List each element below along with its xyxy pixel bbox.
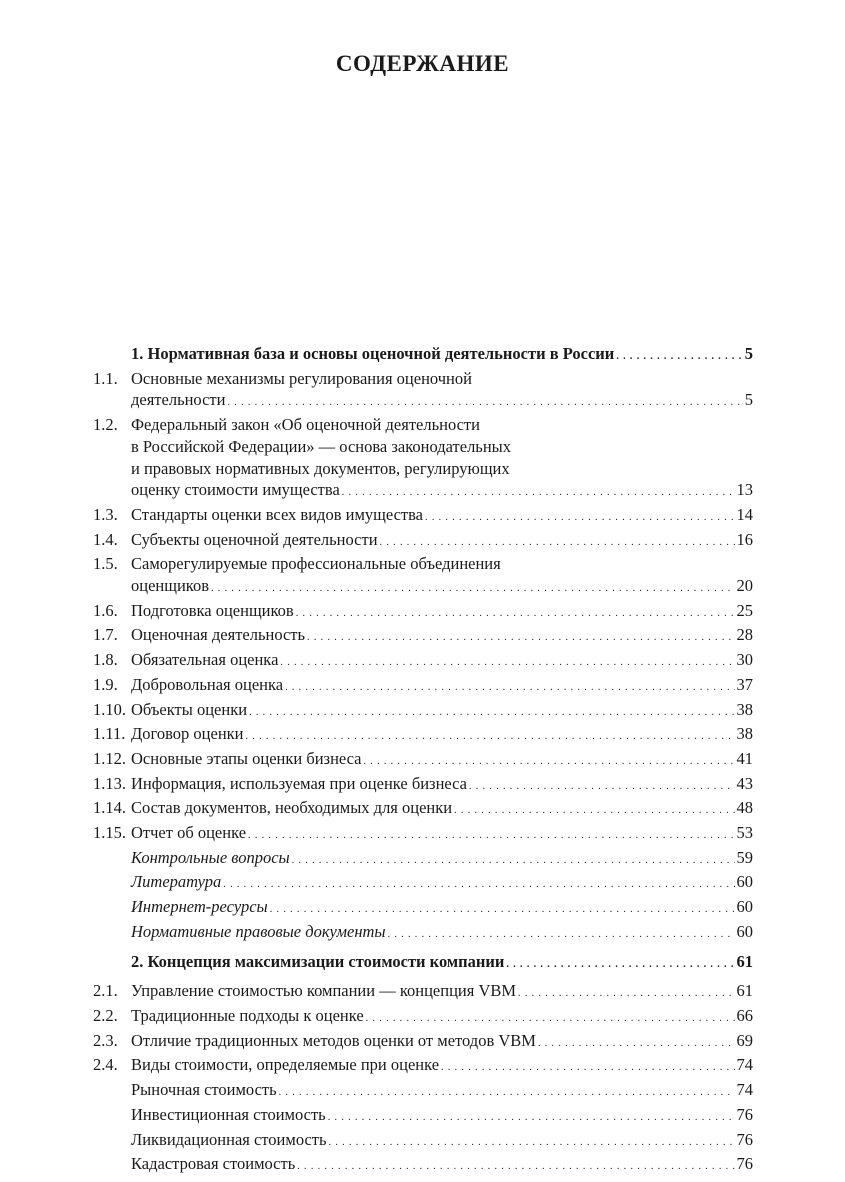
toc-entry-title: Литература [131,872,222,892]
dot-leader [285,674,734,699]
toc-entry-title: Договор оценки [131,724,244,744]
toc-entry-title: Состав документов, необходимых для оценки [131,798,453,818]
toc-page-number: 37 [736,674,753,694]
toc-entry-number: 2.1. [93,981,118,1001]
toc-page-number: 48 [736,798,753,818]
dot-leader [292,847,735,872]
toc-page-number: 5 [744,390,753,410]
toc-entry [93,748,753,773]
toc-entry [93,797,753,822]
toc-entry-title: и правовых нормативных документов, регулирующих [131,458,510,478]
toc-entry-number [93,871,131,896]
toc-entry [93,773,753,798]
toc-entry [93,871,753,896]
toc-entry-title: Добровольная оценка [131,674,284,694]
toc-entry-title: оценку стоимости имущества [131,480,340,500]
toc-entry [93,674,753,699]
toc-page-number: 30 [736,650,753,670]
dot-leader [270,896,735,921]
toc-entry [93,529,753,554]
toc-page-number: 60 [736,897,753,917]
toc-entry-number [93,1104,131,1129]
dot-leader [223,871,734,896]
toc-entry-title: Основные механизмы регулирования оценочной [131,368,472,388]
toc-entry [93,1129,753,1154]
toc-entry-number: 2.2. [93,1005,118,1025]
toc-entry [93,1079,753,1104]
toc-entry-number: 1.1. [93,368,118,388]
toc-entry-number [93,951,131,976]
toc-page-number: 41 [736,748,753,768]
toc-page-number: 76 [736,1104,753,1124]
dot-leader [246,723,735,748]
toc-chapter [93,951,753,976]
toc-entry [93,896,753,921]
dot-leader [297,1153,734,1178]
dot-leader [366,1005,735,1030]
toc-page-number: 14 [736,504,753,524]
toc-page-number: 66 [736,1005,753,1025]
toc-page-number: 38 [736,724,753,744]
toc-entry-title: Виды стоимости, определяемые при оценке [131,1055,440,1075]
toc-entry-title: Инвестиционная стоимость [131,1104,326,1124]
dot-leader [329,1129,735,1154]
toc-entry-number: 1.10. [93,699,126,719]
dot-leader [518,980,734,1005]
toc-entry-number: 1.12. [93,748,126,768]
toc-entry-title: Информация, используемая при оценке бизнеса [131,773,467,793]
toc-entry-number: 1.3. [93,504,118,524]
toc-entry-number: 1.11. [93,724,126,744]
toc-entry-title: Традиционные подходы к оценке [131,1005,364,1025]
dot-leader [279,1079,735,1104]
toc-entry-title: Объекты оценки [131,699,248,719]
toc-entry-number [93,847,131,872]
dot-leader [328,1104,735,1129]
toc-page-number: 60 [736,872,753,892]
toc-entry-title: Стандарты оценки всех видов имущества [131,504,424,524]
toc-entry-title: Нормативные правовые документы [131,921,386,941]
toc-entry [93,1030,753,1055]
toc-entry-title: в Российской Федерации» — основа законодательных [131,436,511,456]
dot-leader [469,773,735,798]
toc-entry-number: 1.14. [93,798,126,818]
toc-entry-title: Контрольные вопросы [131,847,290,867]
dot-leader [425,504,734,529]
toc-entry-title: деятельности [131,390,226,410]
toc-entry [93,368,753,414]
toc-entry [93,600,753,625]
table-of-contents [93,343,753,1178]
toc-page-number: 5 [744,344,753,363]
dot-leader [249,699,734,724]
toc-page-number: 25 [736,600,753,620]
toc-page-number: 61 [736,951,753,971]
dot-leader [296,600,735,625]
toc-entry-number: 1.15. [93,823,126,843]
dot-leader [380,529,735,554]
toc-entry-number: 1.5. [93,554,118,574]
toc-entry [93,624,753,649]
toc-chapter [93,343,753,368]
toc-page-number: 61 [736,981,753,1001]
toc-page-number: 59 [736,847,753,867]
toc-entry-title: Управление стоимостью компании — концепция VBM [131,981,517,1001]
toc-entry-number [93,896,131,921]
toc-entry [93,1005,753,1030]
toc-entry-title: Обязательная оценка [131,650,279,670]
toc-entry-title: Рыночная стоимость [131,1080,277,1100]
toc-entry-title: оценщиков [131,576,209,596]
toc-entry-title: Подготовка оценщиков [131,600,294,620]
dot-leader [506,951,734,976]
dot-leader [307,624,734,649]
toc-entry-title: Оценочная деятельность [131,625,306,645]
dot-leader [441,1054,734,1079]
dot-leader [616,343,742,368]
toc-page-number: 28 [736,625,753,645]
toc-entry [93,723,753,748]
toc-entry-title: 1. Нормативная база и основы оценочной деятельности в России [131,344,615,363]
toc-entry [93,414,753,504]
dot-leader [227,389,742,414]
toc-entry-number: 2.4. [93,1055,118,1075]
dot-leader [211,575,735,600]
dot-leader [454,797,734,822]
toc-entry-number: 1.2. [93,415,118,435]
toc-entry-title: Отчет об оценке [131,823,247,843]
toc-entry [93,699,753,724]
toc-page-number: 76 [736,1129,753,1149]
toc-entry-number: 1.4. [93,529,118,549]
dot-leader [248,822,734,847]
toc-entry-number: 1.6. [93,600,118,620]
toc-entry-title: Отличие традиционных методов оценки от методов VBM [131,1030,536,1050]
toc-entry [93,921,753,946]
dot-leader [363,748,734,773]
toc-entry-title: Саморегулируемые профессиональные объединения [131,554,501,574]
dot-leader [280,649,734,674]
toc-page-number: 69 [736,1030,753,1050]
toc-entry [93,847,753,872]
toc-page-number: 53 [736,823,753,843]
toc-entry [93,504,753,529]
toc-entry-number: 1.8. [93,650,118,670]
toc-entry-title: Ликвидационная стоимость [131,1129,327,1149]
toc-entry-number [93,1129,131,1154]
toc-page-number: 38 [736,699,753,719]
toc-entry-title: Субъекты оценочной деятельности [131,529,378,549]
toc-entry [93,980,753,1005]
toc-page-number: 43 [736,773,753,793]
toc-page-number: 60 [736,921,753,941]
dot-leader [388,921,735,946]
toc-entry [93,822,753,847]
dot-leader [538,1030,735,1055]
toc-entry [93,649,753,674]
toc-page-number: 16 [736,529,753,549]
toc-entry-number: 2.3. [93,1030,118,1050]
toc-entry-number: 1.13. [93,773,126,793]
toc-page-number: 20 [736,576,753,596]
toc-entry-number [93,1079,131,1104]
toc-entry-number [93,921,131,946]
page-title: СОДЕРЖАНИЕ [335,51,510,76]
toc-page-number: 74 [736,1080,753,1100]
toc-entry-title: 2. Концепция максимизации стоимости компании [131,951,505,971]
toc-entry [93,553,753,599]
toc-entry-number [93,1153,131,1178]
toc-entry-title: Кадастровая стоимость [131,1154,296,1174]
toc-entry-title: Интернет-ресурсы [131,897,268,917]
toc-entry [93,1054,753,1079]
toc-entry-number [93,343,131,368]
dot-leader [342,479,735,504]
toc-entry-number: 1.9. [93,674,118,694]
toc-page-number: 13 [736,480,753,500]
toc-entry [93,1104,753,1129]
toc-page-number: 76 [736,1154,753,1174]
toc-entry-number: 1.7. [93,625,118,645]
toc-entry-title: Федеральный закон «Об оценочной деятельности [131,415,480,435]
toc-entry [93,1153,753,1178]
toc-page-number: 74 [736,1055,753,1075]
toc-entry-title: Основные этапы оценки бизнеса [131,748,362,768]
